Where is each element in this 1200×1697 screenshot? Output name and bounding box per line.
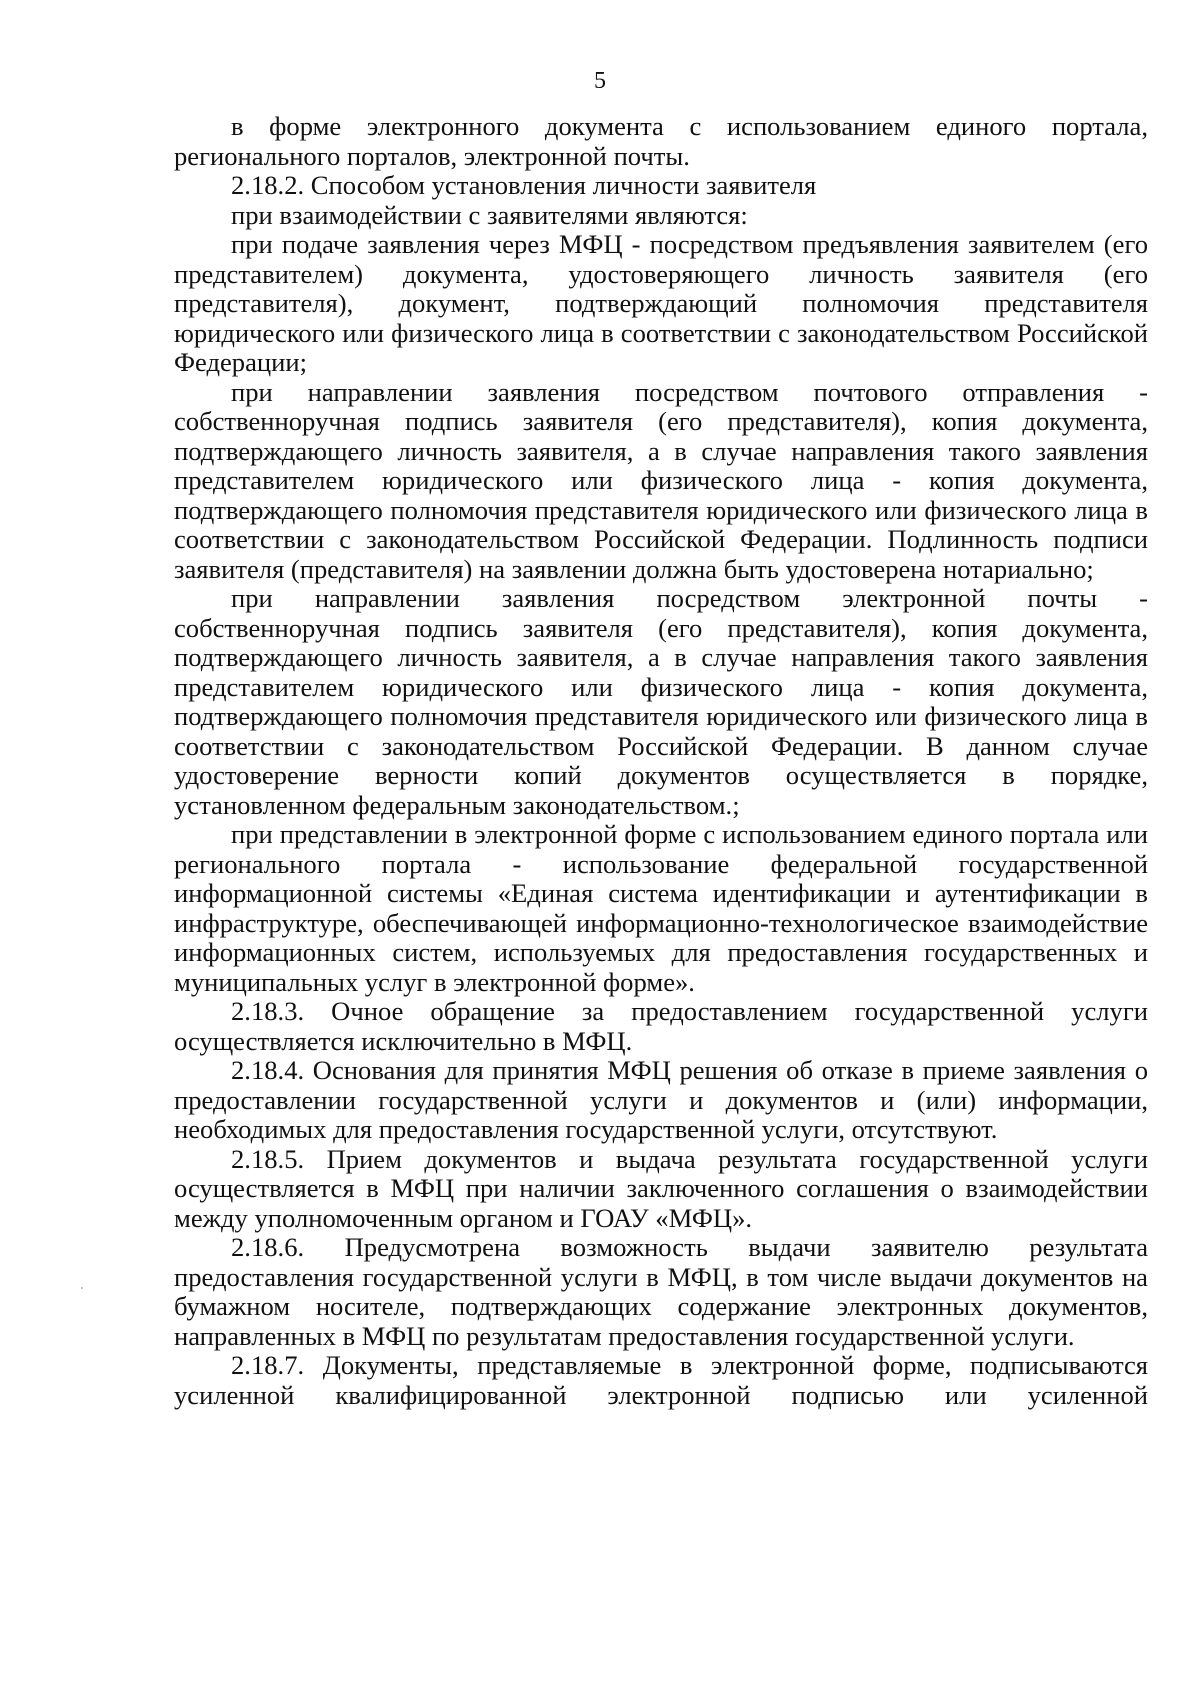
paragraph-portal-submission: при представлении в электронной форме с использованием единого портала или регионального портала - использование федеральной государственной информационной системы «Единая система идентификации и аутентификации в инфраструктуре, обеспечивающей информационно-технологическое взаимодействие информационных систем, используемых для предоставления государственных и муниципальных услуг в электронной форме». <box>174 819 1148 997</box>
document-body <box>174 112 1148 1410</box>
paragraph-2-18-6: 2.18.6. Предусмотрена возможность выдачи заявителю результата предоставления государственной услуги в МФЦ, в том числе выдачи документов на бумажном носителе, подтверждающих содержание электронных документов, направленных в МФЦ по результатам предоставления государственной услуги. <box>174 1232 1148 1351</box>
paragraph-mfc-submission: при подаче заявления через МФЦ - посредством предъявления заявителем (его представителем) документа, удостоверяющего личность заявителя (его представителя), документ, подтверждающий полномочия представителя юридического или физического лица в соответствии с законодательством Российской Федерации; <box>174 229 1148 377</box>
page-number: 5 <box>594 68 606 94</box>
paragraph-2-18-4: 2.18.4. Основания для принятия МФЦ решения об отказе в приеме заявления о предоставлении государственной услуги и документов и (или) информации, необходимых для предоставления государственной услуги, отсутствуют. <box>174 1055 1148 1144</box>
paragraph-email-submission: при направлении заявления посредством электронной почты - собственноручная подпись заявителя (его представителя), копия документа, подтверждающего личность заявителя, а в случае направления такого заявления представителем юридического или физического лица - копия документа, подтверждающего полномочия представителя юридического или физического лица в соответствии с законодательством Российской Федерации. В данном случае удостоверение верности копий документов осуществляется в порядке, установленном федеральным законодательством.; <box>174 583 1148 820</box>
paragraph-2-18-3: 2.18.3. Очное обращение за предоставлением государственной услуги осуществляется исключительно в МФЦ. <box>174 996 1148 1056</box>
scan-artifact-dot <box>81 1287 83 1289</box>
paragraph-2-18-2-heading: 2.18.2. Способом установления личности заявителя <box>231 170 817 200</box>
paragraph-2-18-5: 2.18.5. Прием документов и выдача результата государственной услуги осуществляется в МФЦ при наличии заключенного соглашения о взаимодействии между уполномоченным органом и ГОАУ «МФЦ». <box>174 1143 1148 1233</box>
paragraph-2-18-7: 2.18.7. Документы, представляемые в электронной форме, подписываются усиленной квалифицированной электронной подписью или усиленной <box>174 1350 1148 1410</box>
paragraph-electronic-form-continuation: в форме электронного документа с использованием единого портала, регионального порталов, электронной почты. <box>174 111 1148 171</box>
paragraph-postal-submission: при направлении заявления посредством почтового отправления - собственноручная подпись заявителя (его представителя), копия документа, подтверждающего личность заявителя, а в случае направления такого заявления представителем юридического или физического лица - копия документа, подтверждающего полномочия представителя юридического или физического лица в соответствии с законодательством Российской Федерации. Подлинность подписи заявителя (представителя) на заявлении должна быть удостоверена нотариально; <box>174 376 1148 584</box>
paragraph-interaction-intro: при взаимодействии с заявителями являются: <box>231 199 748 230</box>
